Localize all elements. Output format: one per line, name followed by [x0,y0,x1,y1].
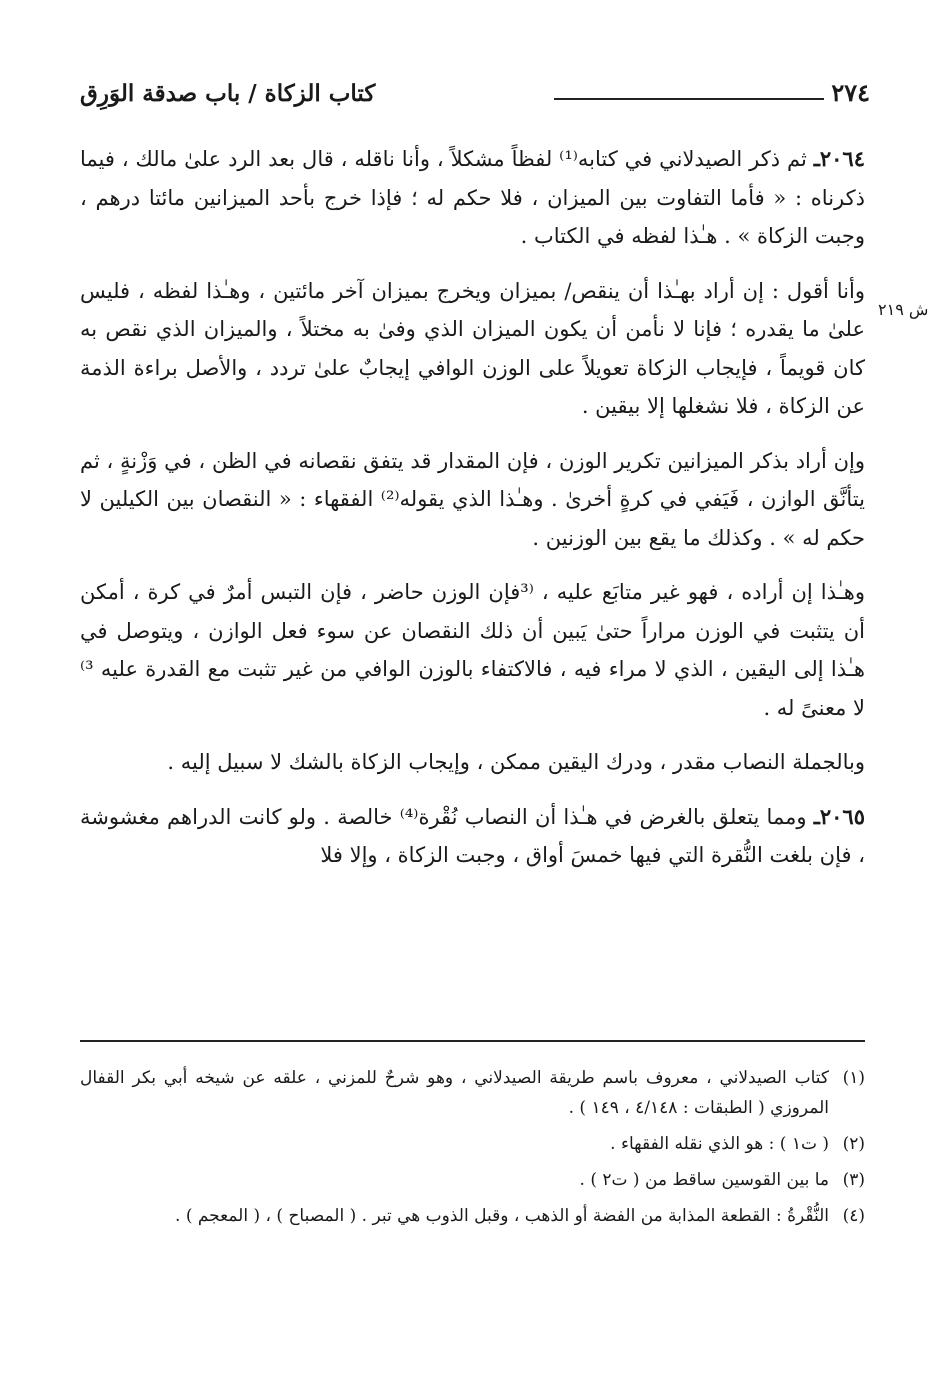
footnote-text: ما بين القوسين ساقط من ( ت٢ ) . [579,1170,829,1190]
footnote-text: النُّقْرةُ : القطعة المذابة من الفضة أو الذهب ، وقبل الذوب هي تبر . ( المصباح ) ، ( المعجم ) . [175,1206,829,1226]
paragraph [80,272,865,426]
footnotes [80,1063,865,1237]
paragraph [80,442,865,558]
paragraph-text: وهـٰذا إن أراده ، فهو غير متابَع عليه ، ⁽³فإن الوزن حاضر ، فإن التبس أمرٌ في كرة ، أمكن أن يتثبت في الوزن مراراً حتىٰ يَبين أن ذلك النقصان عن سوء فعل الوازن ، ويتوصل في هـٰذا إلى اليقين ، الذي لا مراء فيه ، فالاكتفاء بالوزن الوافي من غير تثبت مع القدرة عليه ³⁾ لا معنىً له . [80,580,865,720]
paragraph [80,743,865,782]
paragraph-text: ثم ذكر الصيدلاني في كتابه⁽¹⁾ لفظاً مشكلاً ، وأنا ناقله ، قال بعد الرد علىٰ مالك ، فيما ذكرناه : « فأما التفاوت بين الميزان ، فلا حكم له ؛ فإذا خرج بأحد الميزانين مائتا درهم ، وجبت الزكاة » . هـٰذا لفظه في الكتاب . [80,147,865,248]
paragraph-text: ومما يتعلق بالغرض في هـٰذا أن النصاب نُقْرة⁽⁴⁾ خالصة . ولو كانت الدراهم مغشوشة ، فإن بلغت النُّقرة التي فيها خمسَ أواق ، وجبت الزكاة ، وإلا فلا [80,804,865,867]
footnote [80,1063,865,1123]
header-rule [554,98,824,100]
paragraph-text: وأنا أقول : إن أراد بهـٰذا أن ينقص/ بميزان ويخرج بميزان آخر مائتين ، وهـٰذا لفظه ، فليس علىٰ ما يقدره ؛ فإنا لا نأمن أن يكون الميزان الذي وفىٰ به مختلاً ، والميزان الذي نقص به كان قويماً ، فإيجاب الزكاة تعويلاً على الوزن الوافي إيجابٌ علىٰ تردد ، والأصل براءة الذمة عن الزكاة ، فلا نشغلها إلا بيقين . [80,278,865,418]
paragraph-number: ٢٠٦٥ـ [813,803,865,829]
footnote-text: ( ت١ ) : هو الذي نقله الفقهاء . [610,1134,829,1154]
footnote [80,1201,865,1231]
paragraph-text: وإن أراد بذكر الميزانين تكرير الوزن ، فإن المقدار قد يتفق نقصانه في الظن ، في وَزْنةٍ ، ثم يتأنَّق الوازن ، فَيَفي في كرةٍ أخرىٰ . وهـٰذا الذي يقوله⁽²⁾ الفقهاء : « النقصان بين الكيلين لا حكم له » . وكذلك ما يقع بين الوزنين . [80,448,865,550]
paragraph [80,573,865,727]
margin-manuscript-note: ش ٢١٩ [878,300,929,319]
footnote-number: (٤) [842,1206,865,1226]
main-text [80,140,865,891]
footnote-separator [80,1040,865,1042]
footnote [80,1129,865,1159]
paragraph-number: ٢٠٦٤ـ [813,146,865,171]
paragraph [80,140,865,256]
paragraph-text: وبالجملة النصاب مقدر ، ودرك اليقين ممكن ، وإيجاب الزكاة بالشك لا سبيل إليه . [167,750,865,774]
footnote-number: (٣) [842,1170,865,1190]
header-title: كتاب الزكاة / باب صدقة الوَرِق [80,80,376,107]
footnote-number: (١) [842,1068,865,1088]
page-number: ٢٧٤ [831,78,870,107]
footnote-number: (٢) [842,1134,865,1154]
footnote [80,1165,865,1195]
footnote-text: كتاب الصيدلاني ، معروف باسم طريقة الصيدلاني ، وهو شرحٌ للمزني ، علقه عن شيخه أبي بكر القفال المروزي ( الطبقات : ٤/١٤٨ ، ١٤٩ ) . [80,1068,829,1118]
running-header [80,78,870,118]
paragraph [80,798,865,875]
